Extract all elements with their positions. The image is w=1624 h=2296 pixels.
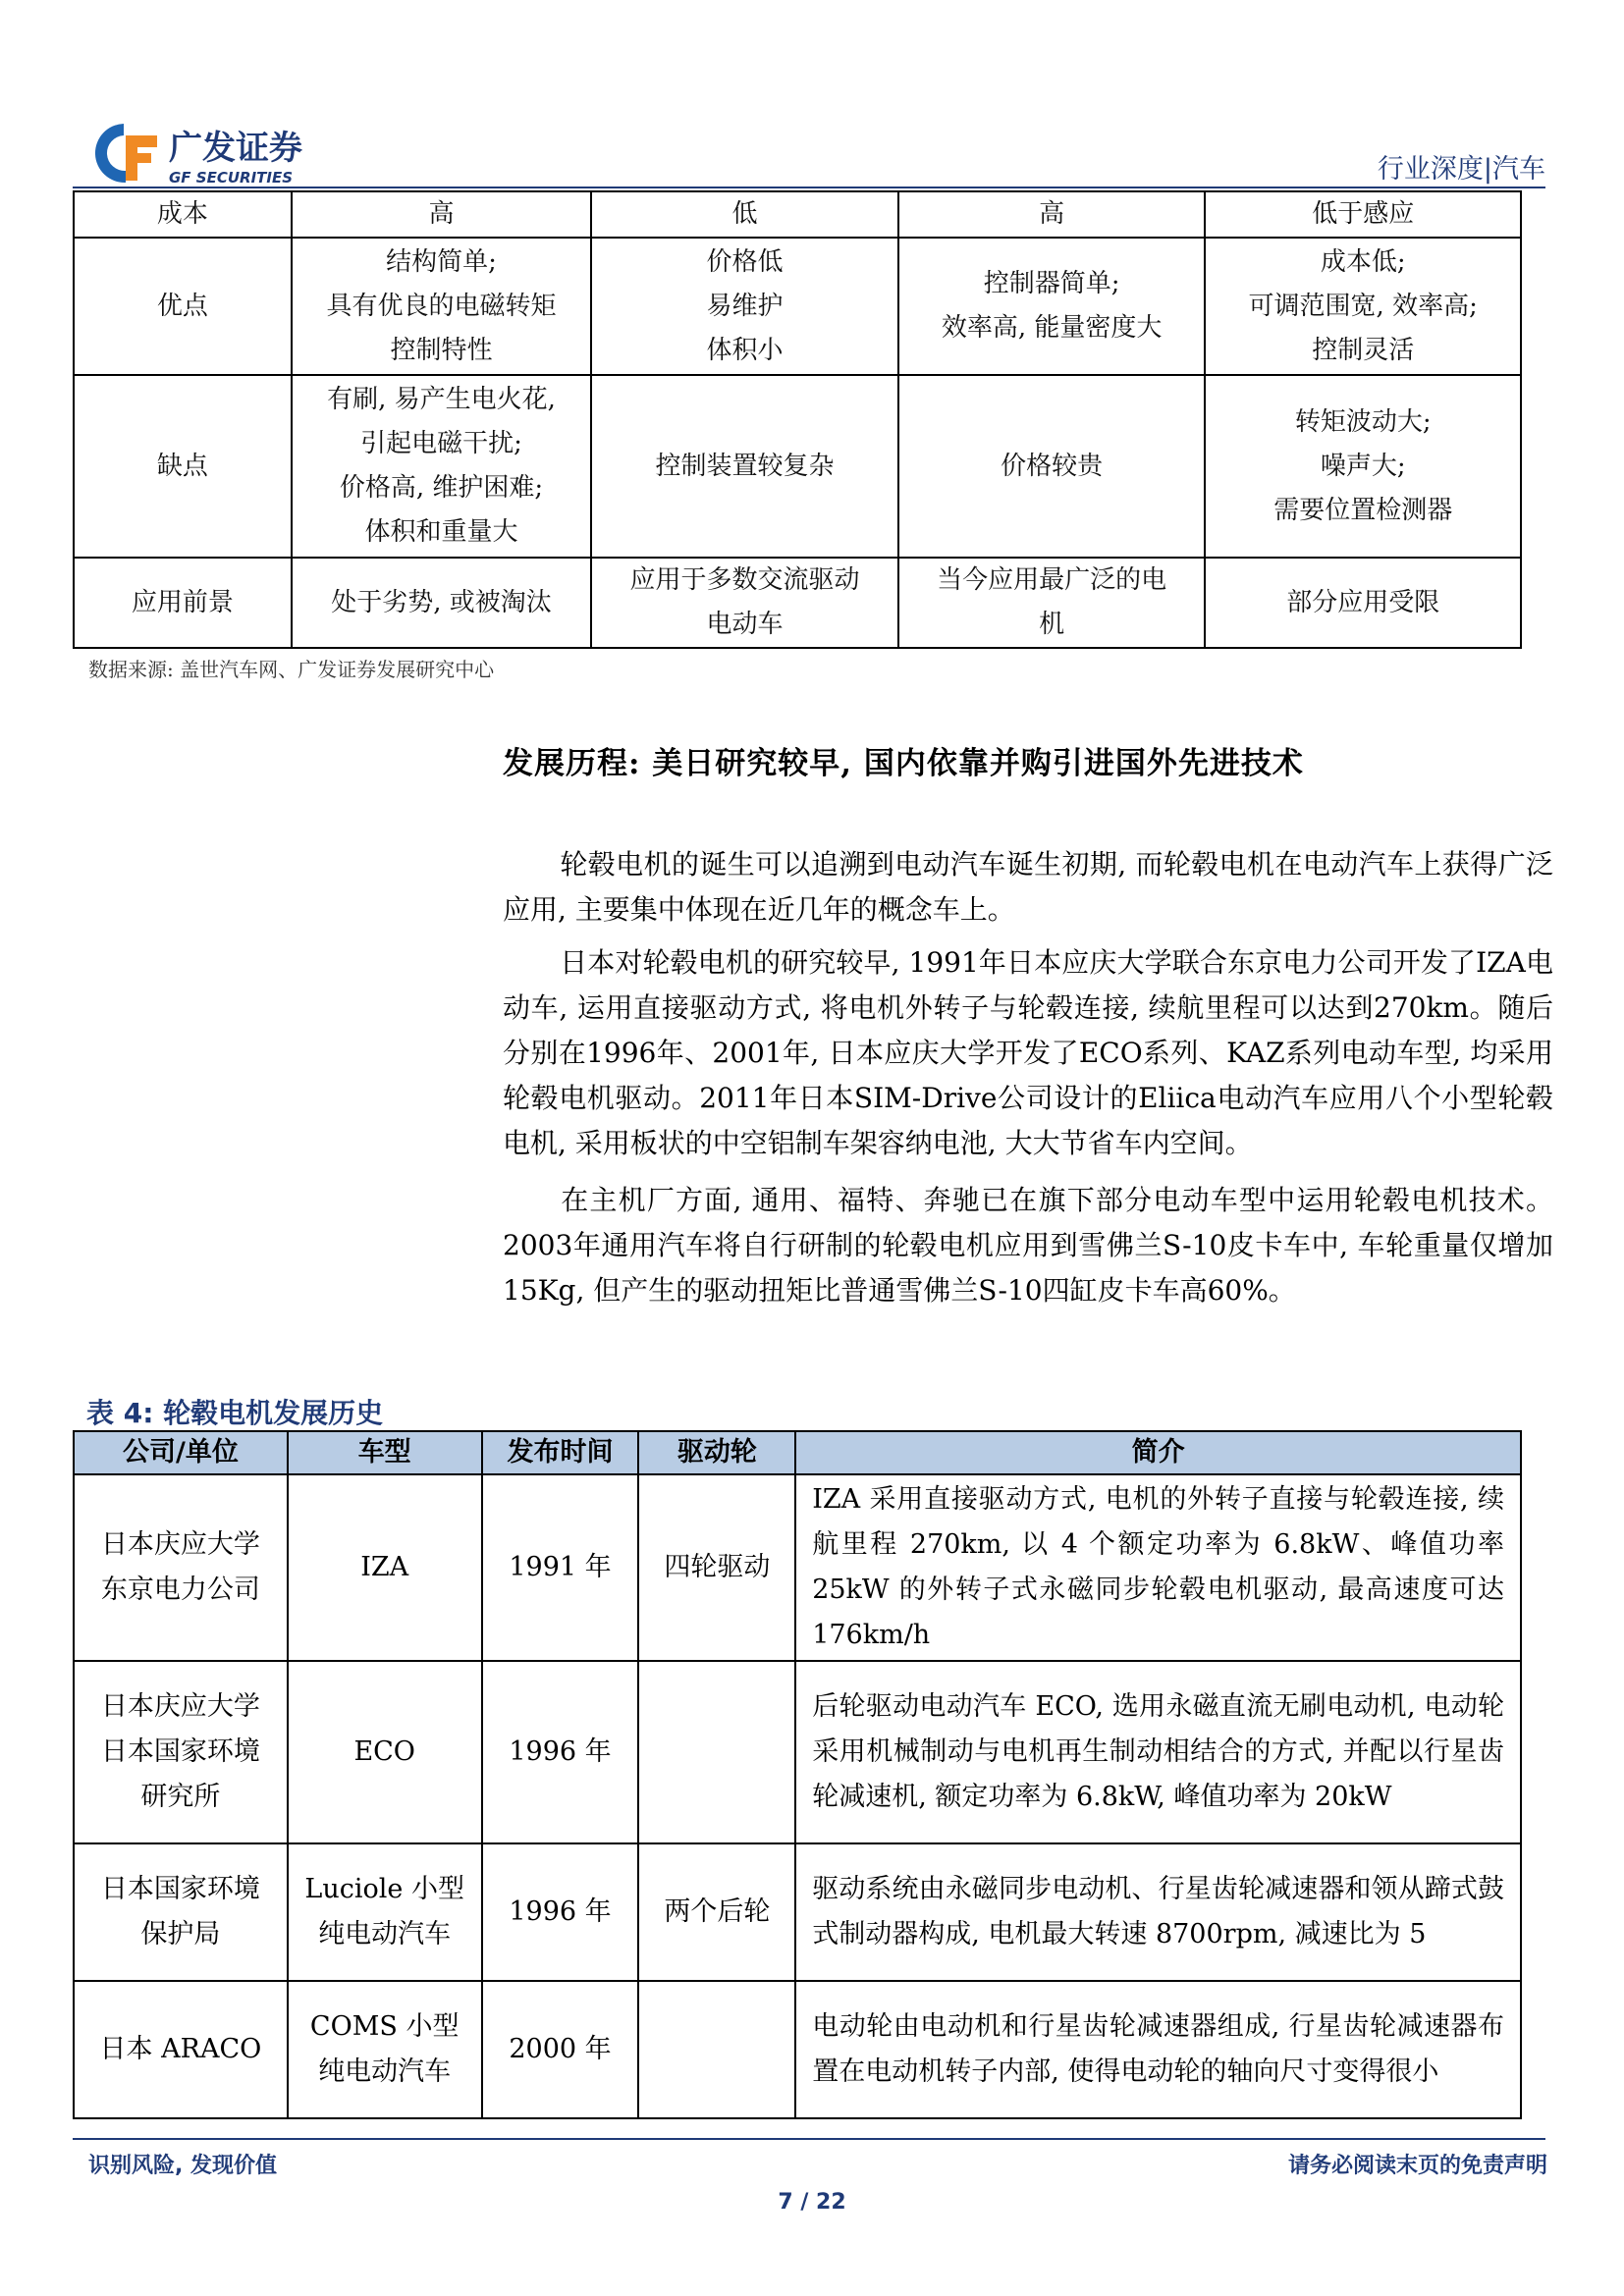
- table-row: [74, 1981, 1521, 2118]
- intro-cell: 电动轮由电动机和行星齿轮减速器组成, 行星齿轮减速器布置在电动机转子内部, 使得电动轮的轴向尺寸变得很小: [795, 1981, 1521, 2118]
- table-cell: 当今应用最广泛的电 机: [898, 558, 1206, 648]
- logo-en-text: GF SECURITIES: [169, 169, 294, 187]
- model-cell: Luciole 小型 纯电动汽车: [288, 1843, 482, 1981]
- table-cell: 部分应用受限: [1205, 558, 1521, 648]
- body-paragraph: [503, 1178, 1553, 1313]
- table-cell: 低于感应: [1205, 191, 1521, 238]
- drive-cell: [638, 1661, 795, 1843]
- intro-cell: 驱动系统由永磁同步电动机、行星齿轮减速器和领从蹄式鼓式制动器构成, 电机最大转速 8700rpm, 减速比为 5: [795, 1843, 1521, 1981]
- table-header-row: [74, 1431, 1521, 1474]
- page-number: 7 / 22: [778, 2190, 846, 2215]
- year-cell: 1996 年: [482, 1661, 639, 1843]
- table-row: [74, 1661, 1521, 1843]
- table-row: [74, 238, 1521, 375]
- table-cell: 控制器简单; 效率高, 能量密度大: [898, 238, 1206, 375]
- row-label: 缺点: [74, 375, 292, 558]
- table-row: [74, 375, 1521, 558]
- year-cell: 2000 年: [482, 1981, 639, 2118]
- section-heading: 发展历程: 美日研究较早, 国内依靠并购引进国外先进技术: [503, 746, 1304, 781]
- row-label: 优点: [74, 238, 292, 375]
- year-cell: 1991 年: [482, 1474, 639, 1661]
- company-cell: 日本庆应大学 东京电力公司: [74, 1474, 288, 1661]
- column-header: 发布时间: [482, 1431, 639, 1474]
- table-row: [74, 558, 1521, 648]
- logo-mark-icon: [95, 124, 157, 183]
- table-cell: 处于劣势, 或被淘汰: [292, 558, 592, 648]
- table-cell: 有刷, 易产生电火花, 引起电磁干扰; 价格高, 维护困难; 体积和重量大: [292, 375, 592, 558]
- intro-cell: 后轮驱动电动汽车 ECO, 选用永磁直流无刷电动机, 电动轮采用机械制动与电机再生制动相结合的方式, 并配以行星齿轮减速机, 额定功率为 6.8kW, 峰值功率为 20kW: [795, 1661, 1521, 1843]
- table-cell: 价格较贵: [898, 375, 1206, 558]
- company-cell: 日本 ARACO: [74, 1981, 288, 2118]
- table-cell: 成本低; 可调范围宽, 效率高; 控制灵活: [1205, 238, 1521, 375]
- table-cell: 高: [292, 191, 592, 238]
- table-cell: 结构简单; 具有优良的电磁转矩 控制特性: [292, 238, 592, 375]
- paragraph-text: 在主机厂方面, 通用、福特、奔驰已在旗下部分电动车型中运用轮毂电机技术。2003年通用汽车将自行研制的轮毂电机应用到雪佛兰S-10皮卡车中, 车轮重量仅增加15Kg, 但产生的驱动扭矩比普通雪佛兰S-10四缸皮卡车高60%。: [503, 1184, 1553, 1307]
- table-cell: 转矩波动大; 噪声大; 需要位置检测器: [1205, 375, 1521, 558]
- row-label: 应用前景: [74, 558, 292, 648]
- company-cell: 日本庆应大学 日本国家环境 研究所: [74, 1661, 288, 1843]
- disclaimer-notice: 请务必阅读末页的免责声明: [1287, 2154, 1547, 2178]
- table-row: [74, 191, 1521, 238]
- row-label: 成本: [74, 191, 292, 238]
- intro-cell: IZA 采用直接驱动方式, 电机的外转子直接与轮毂连接, 续航里程 270km, 以 4 个额定功率为 6.8kW、峰值功率 25kW 的外转子式永磁同步轮毂电机驱动, 最高速度可达 176km/h: [795, 1474, 1521, 1661]
- paragraph-text: 日本对轮毂电机的研究较早, 1991年日本应庆大学联合东京电力公司开发了IZA电动车, 运用直接驱动方式, 将电机外转子与轮毂连接, 续航里程可以达到270km。随后分别在1996年、2001年, 日本应庆大学开发了ECO系列、KAZ系列电动车型, 均采用轮毂电机驱动。2011年日本SIM-Drive公司设计的Eliica电动汽车应用八个小型轮毂电机, 采用板状的中空铝制车架容纳电池, 大大节省车内空间。: [503, 946, 1553, 1159]
- company-cell: 日本国家环境 保护局: [74, 1843, 288, 1981]
- model-cell: ECO: [288, 1661, 482, 1843]
- column-header: 车型: [288, 1431, 482, 1474]
- footer-slogan: 识别风险, 发现价值: [88, 2154, 278, 2178]
- table-cell: 控制装置较复杂: [591, 375, 898, 558]
- section-tag: 行业深度|汽车: [1377, 154, 1545, 185]
- model-cell: COMS 小型 纯电动汽车: [288, 1981, 482, 2118]
- footer-divider: [73, 2138, 1545, 2140]
- drive-cell: 两个后轮: [638, 1843, 795, 1981]
- table-source-note: 数据来源: 盖世汽车网、广发证券发展研究中心: [88, 658, 495, 681]
- motor-comparison-table: [73, 190, 1522, 649]
- table-cell: 高: [898, 191, 1206, 238]
- logo-cn-text: 广发证券: [169, 129, 302, 168]
- drive-cell: [638, 1981, 795, 2118]
- body-paragraph: [503, 842, 1553, 933]
- column-header: 简介: [795, 1431, 1521, 1474]
- table-cell: 低: [591, 191, 898, 238]
- table-row: [74, 1843, 1521, 1981]
- gf-securities-logo: [86, 116, 352, 189]
- year-cell: 1996 年: [482, 1843, 639, 1981]
- body-paragraph: [503, 940, 1553, 1166]
- drive-cell: 四轮驱动: [638, 1474, 795, 1661]
- paragraph-text: 轮毂电机的诞生可以追溯到电动汽车诞生初期, 而轮毂电机在电动汽车上获得广泛应用, 主要集中体现在近几年的概念车上。: [503, 848, 1553, 926]
- model-cell: IZA: [288, 1474, 482, 1661]
- table-cell: 应用于多数交流驱动 电动车: [591, 558, 898, 648]
- column-header: 公司/单位: [74, 1431, 288, 1474]
- table-row: [74, 1474, 1521, 1661]
- header-divider: [73, 187, 1545, 188]
- hub-motor-history-table: [73, 1430, 1522, 2119]
- table-title: 表 4: 轮毂电机发展历史: [86, 1397, 384, 1429]
- column-header: 驱动轮: [638, 1431, 795, 1474]
- table-cell: 价格低 易维护 体积小: [591, 238, 898, 375]
